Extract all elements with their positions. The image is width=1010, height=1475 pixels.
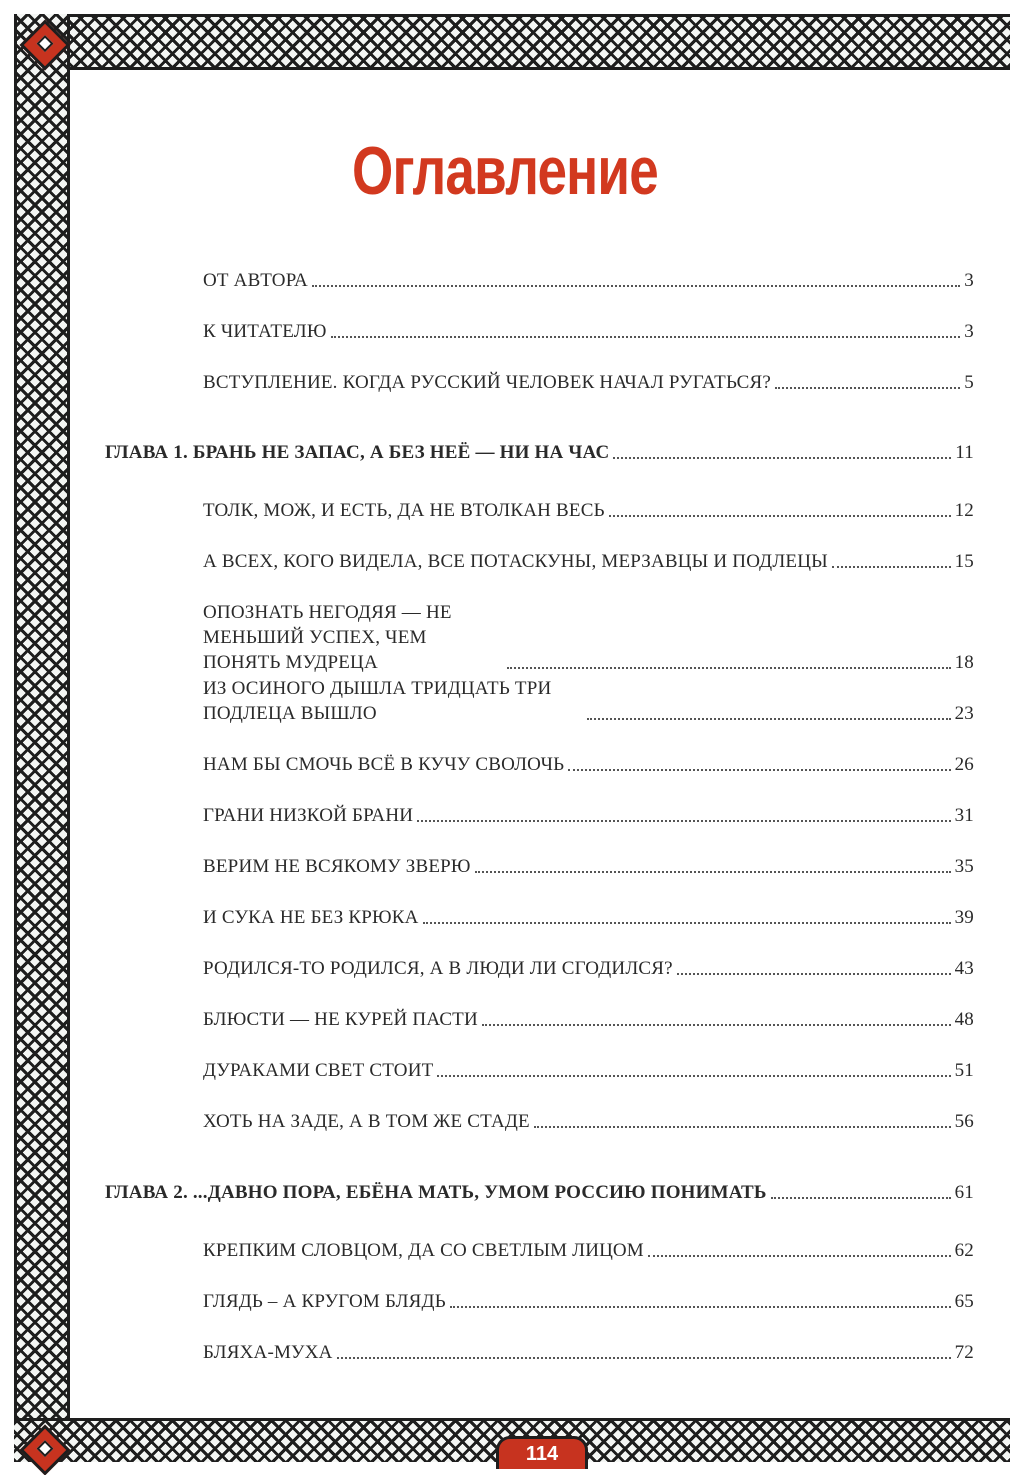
toc-entry[interactable]	[203, 956, 974, 981]
toc-entry[interactable]	[203, 752, 974, 777]
toc-entry[interactable]	[203, 1340, 974, 1365]
dot-leader	[568, 769, 950, 771]
toc-entry-title: ГЛЯДЬ – А КРУГОМ БЛЯДЬ	[203, 1291, 446, 1312]
toc-entry-page: 26	[954, 754, 974, 775]
dot-leader	[613, 457, 951, 459]
toc-entry-page: 62	[954, 1240, 974, 1261]
toc-entry[interactable]	[203, 1058, 974, 1083]
toc-entry-title: ГРАНИ НИЗКОЙ БРАНИ	[203, 805, 414, 826]
toc-entry-page: 72	[954, 1342, 974, 1363]
toc-entry-title: РОДИЛСЯ-ТО РОДИЛСЯ, А В ЛЮДИ ЛИ СГОДИЛСЯ?	[203, 958, 673, 979]
toc-entry-title: А ВСЕХ, КОГО ВИДЕЛА, ВСЕ ПОТАСКУНЫ, МЕРЗАВЦЫ И ПОДЛЕЦЫ	[203, 551, 828, 572]
toc-entry-page: 48	[954, 1009, 974, 1030]
toc-entry[interactable]	[203, 676, 974, 726]
toc-entry[interactable]	[203, 854, 974, 879]
dot-leader	[337, 1357, 951, 1359]
dot-leader	[417, 820, 950, 822]
toc-entry-title: КРЕПКИМ СЛОВЦОМ, ДА СО СВЕТЛЫМ ЛИЦОМ	[203, 1240, 644, 1261]
toc-entry-page: 5	[964, 372, 974, 393]
toc-entry-title: ИЗ ОСИНОГО ДЫШЛА ТРИДЦАТЬ ТРИ ПОДЛЕЦА ВЫШЛО	[203, 678, 552, 724]
toc-entry-title: НАМ БЫ СМОЧЬ ВСЁ В КУЧУ СВОЛОЧЬ	[203, 754, 565, 775]
toc-entry-page: 3	[964, 270, 974, 291]
toc-entry-page: 35	[954, 856, 974, 877]
toc-entry-page: 11	[955, 442, 974, 463]
toc-entry-page: 12	[954, 500, 974, 521]
dot-leader	[648, 1255, 951, 1257]
toc-chapter[interactable]	[105, 440, 974, 465]
toc-entry-title: БЛЯХА-МУХА	[203, 1342, 333, 1363]
toc-entry-page: 3	[964, 321, 974, 342]
dot-leader	[587, 718, 951, 720]
toc-entry-page: 61	[954, 1182, 974, 1203]
toc-entry-title: ОТ АВТОРА	[203, 270, 308, 291]
toc-entry-page: 43	[954, 958, 974, 979]
toc-entry[interactable]	[203, 319, 974, 344]
toc-chapter-title: ГЛАВА 1. БРАНЬ НЕ ЗАПАС, А БЕЗ НЕЁ — НИ НА ЧАС	[105, 442, 610, 463]
toc-entry[interactable]	[203, 268, 974, 293]
toc-entry[interactable]	[203, 1007, 974, 1032]
dot-leader	[450, 1306, 951, 1308]
toc-entry-page: 56	[954, 1111, 974, 1132]
toc-entry-page: 18	[954, 652, 974, 673]
toc-entry-title: ВЕРИМ НЕ ВСЯКОМУ ЗВЕРЮ	[203, 856, 471, 877]
dot-leader	[331, 336, 961, 338]
toc-entry[interactable]	[203, 370, 974, 395]
toc-entry-page: 31	[954, 805, 974, 826]
toc-entry-title: ВСТУПЛЕНИЕ. КОГДА РУССКИЙ ЧЕЛОВЕК НАЧАЛ РУГАТЬСЯ?	[203, 372, 771, 393]
dot-leader	[507, 667, 951, 669]
toc-entry[interactable]	[203, 498, 974, 523]
dot-leader	[312, 285, 960, 287]
toc-entry[interactable]	[203, 905, 974, 930]
toc-entry[interactable]	[203, 600, 974, 675]
dot-leader	[677, 973, 951, 975]
toc-chapter[interactable]	[105, 1180, 974, 1205]
toc-entry[interactable]	[203, 1289, 974, 1314]
toc-entry[interactable]	[203, 803, 974, 828]
toc-entry[interactable]	[203, 1109, 974, 1134]
dot-leader	[475, 871, 951, 873]
toc-entry-page: 65	[954, 1291, 974, 1312]
dot-leader	[771, 1197, 951, 1199]
toc-entry-page: 51	[954, 1060, 974, 1081]
toc-entry-page: 15	[954, 551, 974, 572]
toc-entry[interactable]	[203, 549, 974, 574]
toc-entry-page: 23	[954, 703, 974, 724]
toc-entry-title: БЛЮСТИ — НЕ КУРЕЙ ПАСТИ	[203, 1009, 478, 1030]
toc-entry-page: 39	[954, 907, 974, 928]
dot-leader	[609, 515, 951, 517]
toc-entry-title: ХОТЬ НА ЗАДЕ, А В ТОМ ЖЕ СТАДЕ	[203, 1111, 530, 1132]
toc-entry-title: ТОЛК, МОЖ, И ЕСТЬ, ДА НЕ ВТОЛКАН ВЕСЬ	[203, 500, 605, 521]
toc-entry-title: ДУРАКАМИ СВЕТ СТОИТ	[203, 1060, 434, 1081]
dot-leader	[534, 1126, 951, 1128]
page-number: 114	[496, 1436, 588, 1469]
toc-entry-title: ОПОЗНАТЬ НЕГОДЯЯ — НЕ МЕНЬШИЙ УСПЕХ, ЧЕМ ПОНЯТЬ МУДРЕЦА	[203, 602, 452, 673]
dot-leader	[423, 922, 951, 924]
dot-leader	[482, 1024, 951, 1026]
dot-leader	[832, 566, 951, 568]
dot-leader	[437, 1075, 950, 1077]
toc-entry-title: К ЧИТАТЕЛЮ	[203, 321, 327, 342]
dot-leader	[775, 387, 960, 389]
toc-chapter-title: ГЛАВА 2. ...ДАВНО ПОРА, ЕБЁНА МАТЬ, УМОМ РОССИЮ ПОНИМАТЬ	[105, 1182, 767, 1203]
page-title: Оглавление	[352, 132, 658, 209]
toc-entry[interactable]	[203, 1238, 974, 1263]
toc-entry-title: И СУКА НЕ БЕЗ КРЮКА	[203, 907, 419, 928]
